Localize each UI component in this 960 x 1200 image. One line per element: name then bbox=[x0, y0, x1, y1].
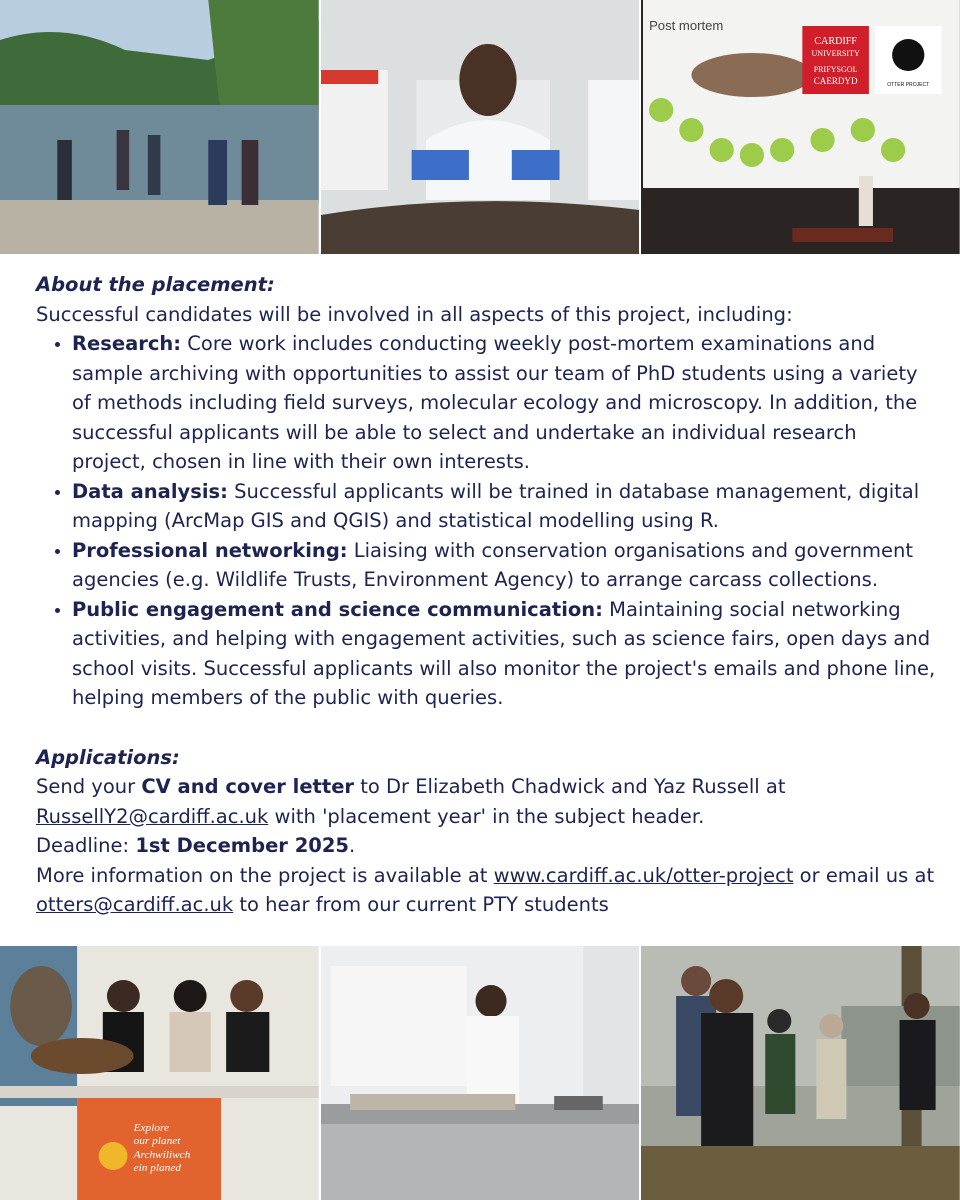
deadline-value: 1st December 2025 bbox=[135, 834, 349, 857]
more-info bbox=[36, 861, 936, 920]
list-item-text: Liaising with conservation organisations and government agencies (e.g. Wildlife Trusts, Environment Agency) to arrange carcass collections. bbox=[72, 538, 914, 591]
send-suffix: to Dr Elizabeth Chadwick and Yaz Russell at bbox=[354, 775, 786, 798]
photo-lab-samples bbox=[321, 946, 640, 1200]
email-link-russell[interactable]: RussellY2@cardiff.ac.uk bbox=[36, 804, 269, 828]
email-link-otters[interactable]: otters@cardiff.ac.uk bbox=[36, 893, 234, 916]
more-prefix: More information on the project is available at bbox=[36, 863, 494, 887]
applications-heading: Applications: bbox=[36, 745, 180, 769]
list-item-text: Maintaining social networking activities, and helping with engagement activities, such as science fairs, open days and school visits. Successful applicants will also monitor the project's emails and phone line, helping members of the public with queries. bbox=[72, 597, 936, 709]
photo-science-fair-stand bbox=[0, 946, 319, 1200]
deadline bbox=[36, 831, 936, 861]
logo-line1: CARDIFF bbox=[814, 36, 858, 47]
photo-lab-postmortem bbox=[321, 0, 640, 254]
banner-line2: our planet bbox=[133, 1135, 181, 1147]
slide-title: Post mortem bbox=[649, 18, 724, 33]
logo-line2: UNIVERSITY bbox=[811, 49, 861, 58]
list-item-text: Core work includes conducting weekly post-mortem examinations and sample archiving with opportunities to assist our team of PhD students using a variety of methods including field surveys, molecular ecology and microscopy. In addition, the successful applicants will be able to select and undertake an individual research project, chosen in line with their own interests. bbox=[72, 332, 918, 473]
more-mid: or email us at bbox=[793, 863, 935, 887]
deadline-end: . bbox=[348, 834, 356, 857]
list-item-label: Public engagement and science communication: bbox=[72, 597, 603, 621]
send-bold: CV and cover letter bbox=[141, 775, 355, 798]
photo-river-fieldwork bbox=[0, 0, 319, 254]
banner-line4: ein planed bbox=[133, 1162, 181, 1174]
about-heading: About the placement: bbox=[36, 273, 275, 296]
list-item bbox=[72, 595, 936, 713]
email1-suffix: with 'placement year' in the subject header. bbox=[268, 804, 705, 828]
list-item bbox=[72, 329, 936, 477]
list-item-label: Professional networking: bbox=[72, 538, 348, 562]
top-photo-strip bbox=[0, 0, 960, 254]
bottom-photo-strip bbox=[0, 946, 960, 1200]
more-suffix: to hear from our current PTY students bbox=[233, 893, 609, 916]
list-item-label: Data analysis: bbox=[72, 479, 228, 503]
deadline-label: Deadline: bbox=[36, 834, 136, 857]
about-intro: Successful candidates will be involved in all aspects of this project, including: bbox=[36, 302, 793, 326]
responsibilities-list bbox=[36, 329, 936, 713]
list-item-label: Research: bbox=[72, 332, 182, 355]
send-instructions bbox=[36, 772, 936, 831]
logo-line4: CAERDYD bbox=[814, 76, 858, 86]
list-item bbox=[72, 536, 936, 595]
otter-logo-text: OTTER PROJECT bbox=[887, 82, 930, 88]
website-link[interactable]: www.cardiff.ac.uk/otter-project bbox=[493, 863, 794, 887]
list-item bbox=[72, 477, 936, 536]
banner-line3: Archwiliwch bbox=[133, 1149, 191, 1161]
logo-line3: PRIFYSGOL bbox=[814, 65, 858, 74]
placement-description bbox=[36, 270, 936, 920]
photo-lecture-slide bbox=[641, 0, 960, 254]
photo-riverbank-group bbox=[641, 946, 960, 1200]
banner-line1: Explore bbox=[133, 1122, 169, 1134]
list-item-text: Successful applicants will be trained in database management, digital mapping (ArcMap GIS and QGIS) and statistical modelling using R. bbox=[72, 479, 920, 532]
send-prefix: Send your bbox=[36, 775, 142, 798]
